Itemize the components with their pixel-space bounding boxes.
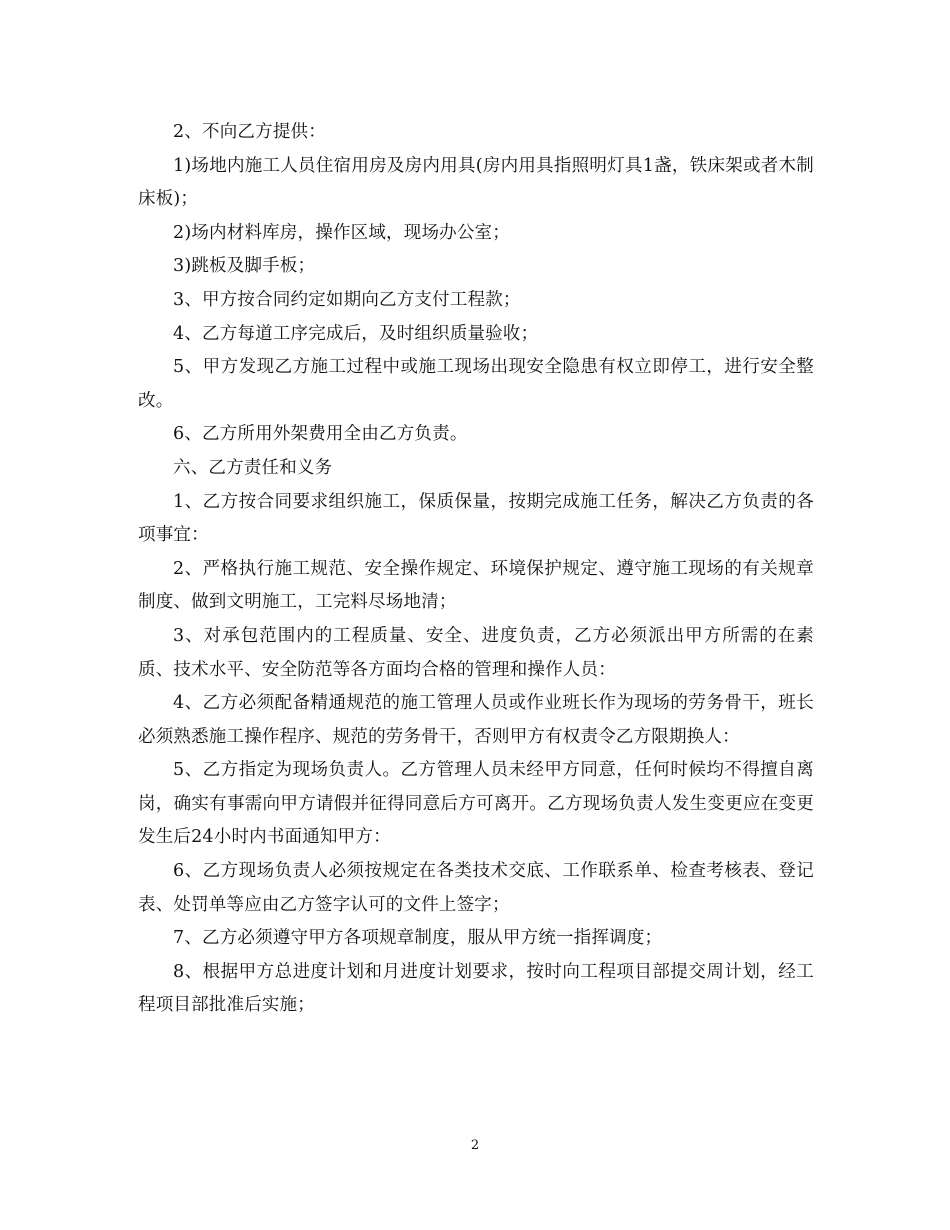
paragraph: 3、甲方按合同约定如期向乙方支付工程款； xyxy=(173,289,521,310)
paragraph: 2)场内材料库房，操作区域，现场办公室； xyxy=(173,222,510,243)
section-heading: 六、乙方责任和义务 xyxy=(173,457,333,478)
paragraph: 8、根据甲方总进度计划和月进度计划要求，按时向工程项目部提交周计划，经工程项目部批准后实施； xyxy=(138,961,814,1016)
paragraph: 6、乙方所用外架费用全由乙方负责。 xyxy=(173,424,468,445)
paragraph: 5、甲方发现乙方施工过程中或施工现场出现安全隐患有权立即停工，进行安全整改。 xyxy=(138,357,814,411)
document-body xyxy=(138,116,814,1023)
paragraph: 6、乙方现场负责人必须按规定在各类技术交底、工作联系单、检查考核表、登记表、处罚单等应由乙方签字认可的文件上签字； xyxy=(138,861,814,915)
paragraph: 3)跳板及脚手板； xyxy=(173,256,316,277)
paragraph: 1)场地内施工人员住宿用房及房内用具(房内用具指照明灯具1盏，铁床架或者木制床板)； xyxy=(138,155,814,210)
paragraph: 4、乙方必须配备精通规范的施工管理人员或作业班长作为现场的劳务骨干，班长必须熟悉施工操作程序、规范的劳务骨干，否则甲方有权责令乙方限期换人： xyxy=(138,693,814,747)
paragraph: 3、对承包范围内的工程质量、安全、进度负责，乙方必须派出甲方所需的在素质、技术水平、安全防范等各方面均合格的管理和操作人员： xyxy=(138,625,814,680)
paragraph: 1、乙方按合同要求组织施工，保质保量，按期完成施工任务，解决乙方负责的各项事宜： xyxy=(138,491,814,546)
paragraph: 7、乙方必须遵守甲方各项规章制度，服从甲方统一指挥调度； xyxy=(173,928,663,949)
paragraph: 2、不向乙方提供： xyxy=(173,122,326,142)
paragraph: 5、乙方指定为现场负责人。乙方管理人员未经甲方同意，任何时候均不得擅自离岗，确实有事需向甲方请假并征得同意后方可离开。乙方现场负责人发生变更应在变更发生后24小时内书面通知甲方： xyxy=(138,760,814,848)
paragraph: 2、严格执行施工规范、安全操作规定、环境保护规定、遵守施工现场的有关规章制度、做到文明施工，工完料尽场地清； xyxy=(138,558,814,613)
paragraph: 4、乙方每道工序完成后，及时组织质量验收； xyxy=(173,323,539,344)
page-number: 2 xyxy=(470,1138,480,1153)
